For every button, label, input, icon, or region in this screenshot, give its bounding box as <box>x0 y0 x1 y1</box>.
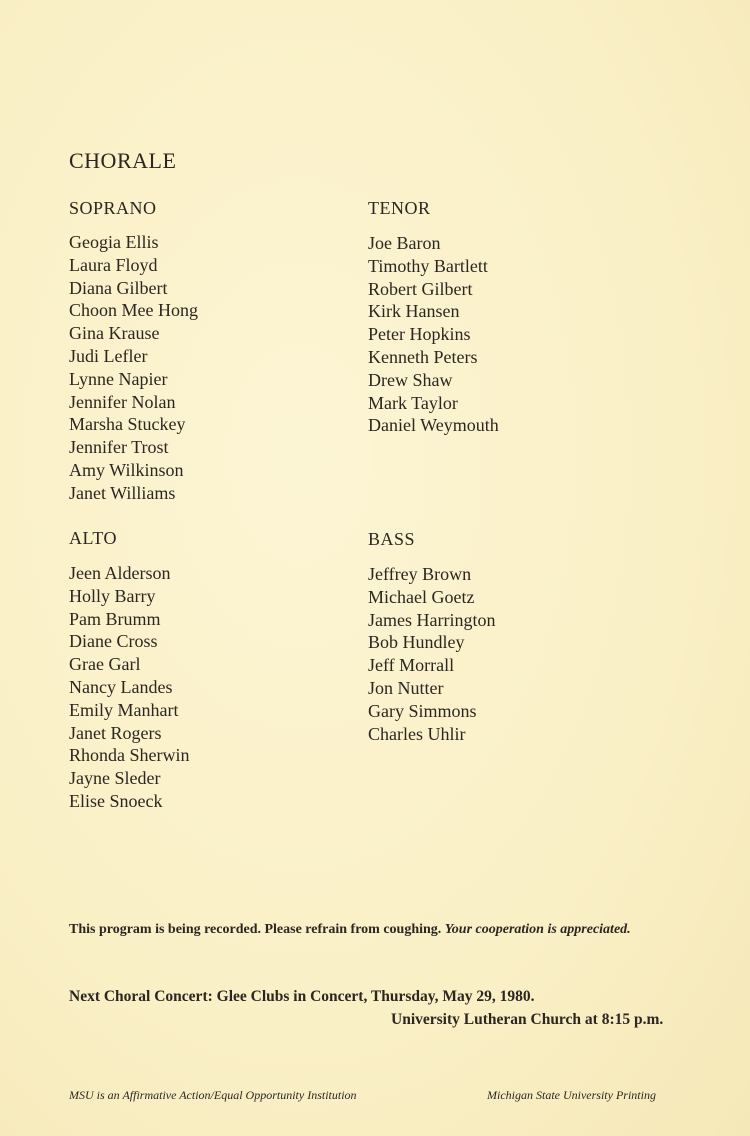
recording-notice-text: This program is being recorded. Please refrain from coughing. <box>69 922 442 937</box>
soprano-member: Laura Floyd <box>69 254 158 275</box>
tenor-member: Mark Taylor <box>368 392 458 413</box>
soprano-member: Judi Lefler <box>69 345 148 366</box>
alto-member: Janet Rogers <box>69 722 162 743</box>
footer-printing: Michigan State University Printing <box>487 1088 656 1102</box>
alto-member: Jayne Sleder <box>69 768 161 789</box>
bass-heading: BASS <box>368 529 416 549</box>
bass-member: Jeff Morrall <box>368 655 455 676</box>
bass-list <box>368 563 495 745</box>
tenor-member: Kenneth Peters <box>368 346 478 367</box>
alto-member: Jeen Alderson <box>69 563 171 583</box>
alto-member: Rhonda Sherwin <box>69 745 190 766</box>
next-concert-line1: Next Choral Concert: Glee Clubs in Concert, Thursday, May 29, 1980. <box>69 988 535 1005</box>
soprano-member: Gina Krause <box>69 323 160 344</box>
soprano-member: Diana Gilbert <box>69 277 168 298</box>
soprano-member: Jennifer Nolan <box>69 391 176 412</box>
tenor-member: Robert Gilbert <box>368 278 473 299</box>
page-title: CHORALE <box>69 148 177 173</box>
tenor-list <box>368 232 499 437</box>
tenor-member: Timothy Bartlett <box>368 255 488 276</box>
soprano-member: Marsha Stuckey <box>69 414 186 435</box>
tenor-heading: TENOR <box>368 198 431 218</box>
footer-affirmative-action: MSU is an Affirmative Action/Equal Opportunity Institution <box>69 1088 357 1102</box>
alto-member: Emily Manhart <box>69 699 179 720</box>
soprano-heading: SOPRANO <box>69 198 157 218</box>
alto-member: Diane Cross <box>69 631 158 652</box>
alto-member: Pam Brumm <box>69 608 161 629</box>
tenor-member: Daniel Weymouth <box>368 415 499 436</box>
soprano-member: Lynne Napier <box>69 368 168 389</box>
recording-notice <box>69 922 631 938</box>
alto-heading: ALTO <box>69 528 118 548</box>
soprano-member: Choon Mee Hong <box>69 300 198 321</box>
alto-member: Holly Barry <box>69 585 156 606</box>
tenor-member: Peter Hopkins <box>368 324 471 345</box>
bass-member: Charles Uhlir <box>368 723 466 744</box>
bass-member: Jeffrey Brown <box>368 564 472 584</box>
bass-member: Bob Hundley <box>368 632 465 653</box>
soprano-member: Geogia Ellis <box>69 232 159 252</box>
alto-member: Grae Garl <box>69 654 141 675</box>
bass-member: Michael Goetz <box>368 586 475 607</box>
tenor-member: Joe Baron <box>368 233 441 253</box>
soprano-member: Jennifer Trost <box>69 437 169 458</box>
soprano-member: Janet Williams <box>69 482 176 503</box>
tenor-member: Kirk Hansen <box>368 301 460 322</box>
next-concert-line2: University Lutheran Church at 8:15 p.m. <box>391 1011 664 1028</box>
alto-member: Nancy Landes <box>69 676 173 697</box>
bass-member: Gary Simmons <box>368 700 477 721</box>
tenor-member: Drew Shaw <box>368 369 453 390</box>
alto-member: Elise Snoeck <box>69 790 163 811</box>
recording-notice-italic: Your cooperation is appreciated. <box>444 922 631 937</box>
alto-list <box>69 562 190 813</box>
bass-member: James Harrington <box>368 609 496 630</box>
soprano-member: Amy Wilkinson <box>69 459 184 480</box>
soprano-list <box>69 231 198 505</box>
bass-member: Jon Nutter <box>368 677 444 698</box>
